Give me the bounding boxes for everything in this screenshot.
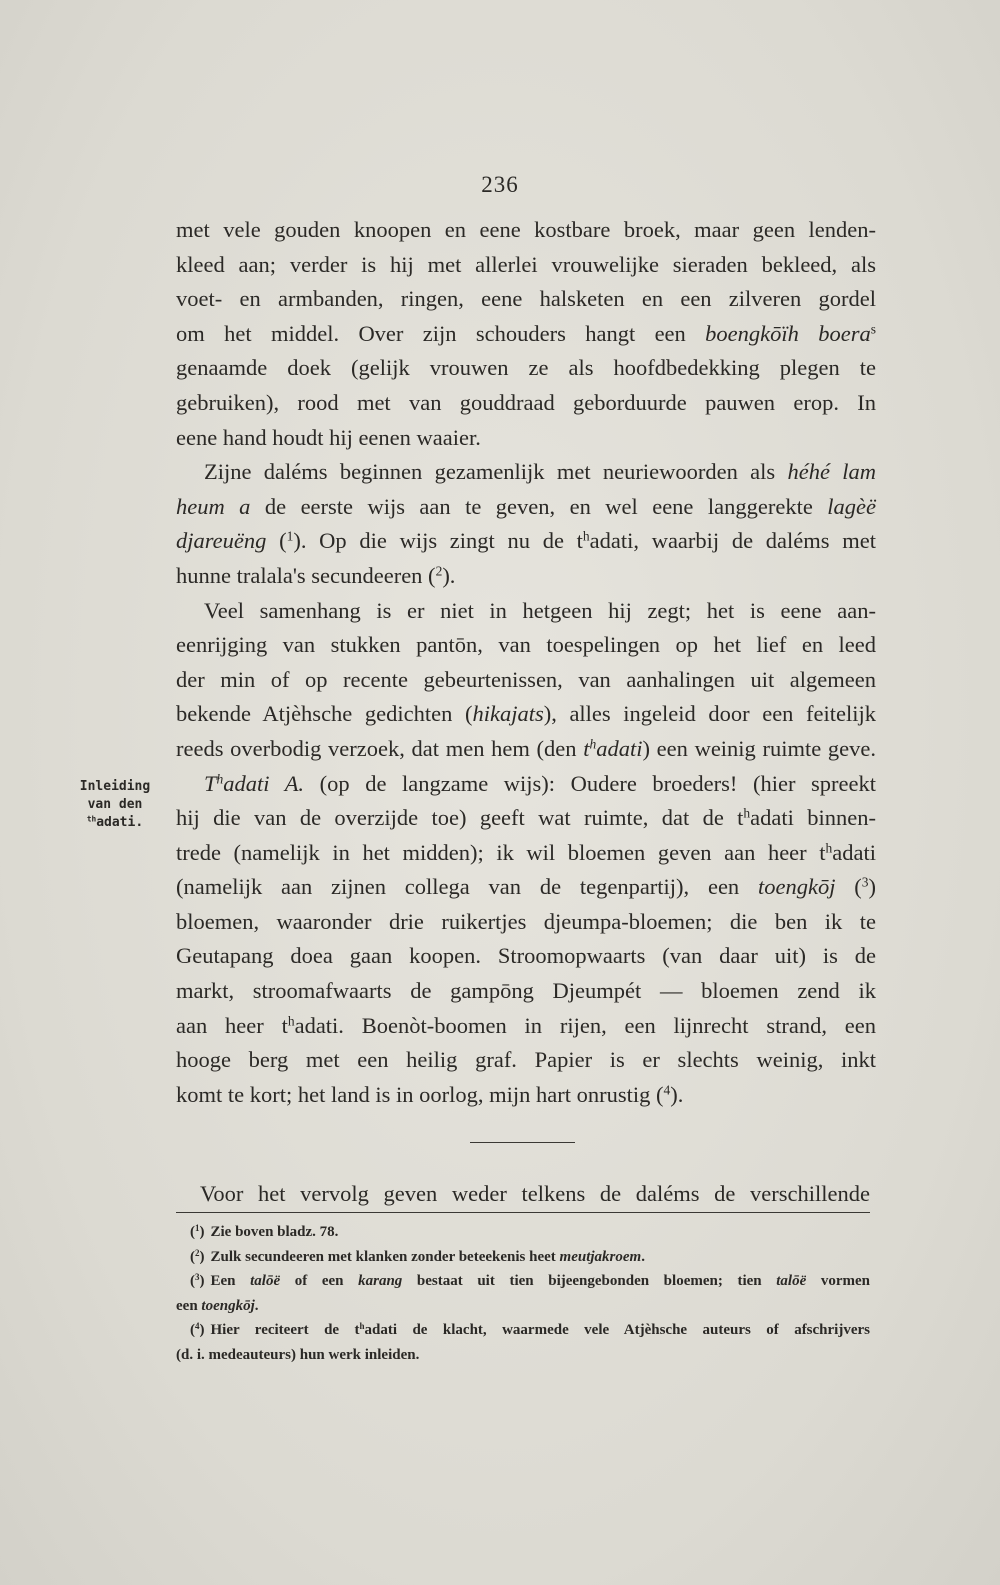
footnote-text: Hier reciteert de t [210,1322,360,1339]
text-span: ). [670,1081,684,1107]
footnote [176,1245,870,1270]
text-span: om het middel. Over zijn schouders hangt een [176,320,706,346]
footnote-text: adati de klacht, waarmede vele Atjèhsche auteurs of afschrijvers [364,1322,870,1339]
text-line [176,767,876,802]
text-line: eene hand houdt hij eenen waaier. [176,424,481,450]
superscript: 1 [195,1223,200,1234]
footnote-text: . [641,1248,645,1265]
superscript: h [589,736,597,752]
text-line: Geutapang doea gaan koopen. Stroomopwaarts (van daar uit) is de [176,943,876,969]
italic-term: meutjakroem [559,1248,642,1265]
text-span: (namelijk aan zijnen collega van de tegenpartij), een [176,874,758,900]
footnote-text: bestaat uit tien bijeengebonden bloemen; tien [402,1273,777,1290]
text-span: T [204,770,217,796]
italic-term: hikajats [472,701,544,727]
text-line [176,801,876,836]
italic-term: toengkōj [757,874,836,900]
superscript: h [359,1321,365,1332]
text-span: ), alles ingeleid door een feitelijk [543,701,877,727]
italic-term: lagèë [827,493,876,519]
margin-note-line [72,814,158,832]
text-line: markt, stroomafwaarts de gampōng Djeumpét — bloemen zend ik [176,978,876,1004]
footnote-ref: 2 [435,563,443,579]
text-line [176,1009,876,1044]
body-text [176,213,876,1112]
text-line: voet- en armbanden, ringen, eene halsketen en een zilveren gordel [176,286,876,312]
text-span: trede (namelijk in het midden); ik wil bloemen geven aan heer t [176,839,826,865]
footnote-marker: ($^4$) [190,1321,205,1339]
text-line [176,559,876,594]
text-line [176,836,876,871]
text-line: eenrijging van stukken pantōn, van toespelingen op het lief en leed [176,632,876,658]
superscript: h [287,1013,295,1029]
text-line: bloemen, waaronder drie ruikertjes djeumpa-bloemen; die ben ik te [176,908,876,934]
text-line [176,455,876,490]
superscript: s [870,321,877,337]
text-line [176,490,876,525]
superscript: 3 [195,1272,200,1283]
text-span: hij die van de overzijde toe) geeft wat ruimte, dat de t [176,805,744,831]
footnote-marker: ($^2$) [190,1247,205,1265]
text-span: adati [832,839,876,865]
italic-term: talōë [776,1273,807,1290]
text-span: adati A. [223,770,305,796]
text-line [176,870,876,905]
footnote-text: Zulk secundeeren met klanken zonder beteekenis heet [210,1248,560,1265]
text-span: ). Op die wijs zingt nu de t [293,528,583,554]
text-span: ) [868,874,877,900]
footnote-continued [176,1294,870,1319]
text-span: ( [266,528,287,554]
footnote-divider [176,1212,870,1213]
text-line: gebruiken), rood met van gouddraad geborduurde pauwen erop. In [176,389,876,415]
footnotes [176,1220,870,1368]
footnote [176,1269,870,1294]
superscript: h [582,528,590,544]
footnote-marker: ($^3$) [190,1272,205,1290]
text-span: Zijne daléms beginnen gezamenlijk met neuriewoorden als [204,459,788,485]
superscript: h [743,805,751,821]
text-span: t [583,735,590,761]
text-line: genaamde doek (gelijk vrouwen ze als hoofdbedekking plegen te [176,355,876,381]
text-span: hunne tralala's secundeeren ( [176,562,436,588]
footnote-text: vormen [806,1273,870,1290]
footnote [176,1220,870,1245]
margin-note [72,778,158,832]
text-line [176,732,876,767]
footnote-marker: ($^1$) [190,1223,205,1240]
footnote-text: een [176,1297,202,1314]
text-span: adati [596,735,643,761]
footnote [176,1318,870,1343]
italic-term: karang [358,1273,403,1290]
text-span: komt te kort; het land is in oorlog, mijn hart onrustig ( [176,1081,664,1107]
text-line: hooge berg met een heilig graf. Papier is er slechts weinig, inkt [176,1047,876,1073]
superscript: h [825,840,833,856]
text-line: kleed aan; verder is hij met allerlei vrouwelijke sieraden bekleed, als [176,251,876,277]
footnote-ref: 4 [663,1082,671,1098]
italic-term: héhé lam [787,459,876,485]
superscript: h [216,771,224,787]
italic-term: djareuëng [176,528,267,554]
italic-term: toengkōj [201,1297,255,1314]
margin-note-text: adati. [96,815,144,830]
text-span: adati. Boenòt-boomen in rijen, een lijnrecht strand, een [294,1012,876,1038]
text-span: (op de langzame wijs): Oudere broeders! (hier spreekt [304,770,876,796]
footnote-ref: 1 [286,528,294,544]
text-span: reeds overbodig verzoek, dat men hem (den [176,735,584,761]
footnote-ref: 3 [861,874,869,890]
footnote-text: Een [210,1273,251,1290]
section-divider [470,1142,575,1143]
margin-note-line: Inleiding [79,779,151,794]
continuation-line: Voor het vervolg geven weder telkens de daléms de verschillende [200,1181,870,1206]
footnote-text: of een [280,1273,359,1290]
text-line: Veel samenhang is er niet in hetgeen hij zegt; het is eene aan- [204,597,876,623]
text-span: ( [835,874,862,900]
text-span: de eerste wijs aan te geven, en wel eene langgerekte [250,493,828,519]
superscript: th [86,814,97,824]
italic-term [583,736,642,761]
text-line: der min of op recente gebeurtenissen, van aanhalingen uit algemeen [176,666,876,692]
text-line: met vele gouden knoopen en eene kostbare broek, maar geen lenden- [176,217,876,242]
italic-term: heum a [176,493,251,519]
superscript: 4 [195,1321,200,1332]
speaker-name [204,771,304,796]
text-line [176,524,876,559]
text-line [176,697,876,732]
text-span: ). [442,562,456,588]
text-span: aan heer t [176,1012,288,1038]
text-line [176,317,876,352]
text-span: bekende Atjèhsche gedichten ( [176,701,473,727]
italic-term: boengkōïh boera [705,320,871,346]
text-span: adati binnen- [750,805,876,831]
page-number: 236 [481,172,519,197]
text-line [176,1078,876,1113]
footnote-text: . [254,1297,259,1314]
italic-term: talōë [250,1273,281,1290]
footnote-text: Zie boven bladz. 78. [210,1224,339,1240]
superscript: 2 [195,1247,200,1258]
margin-note-line: van den [87,797,143,812]
text-span: adati, waarbij de daléms met [589,528,876,554]
text-span: ) een weinig ruimte geve. [642,735,876,761]
footnote-continued: (d. i. medeauteurs) hun werk inleiden. [176,1346,420,1363]
